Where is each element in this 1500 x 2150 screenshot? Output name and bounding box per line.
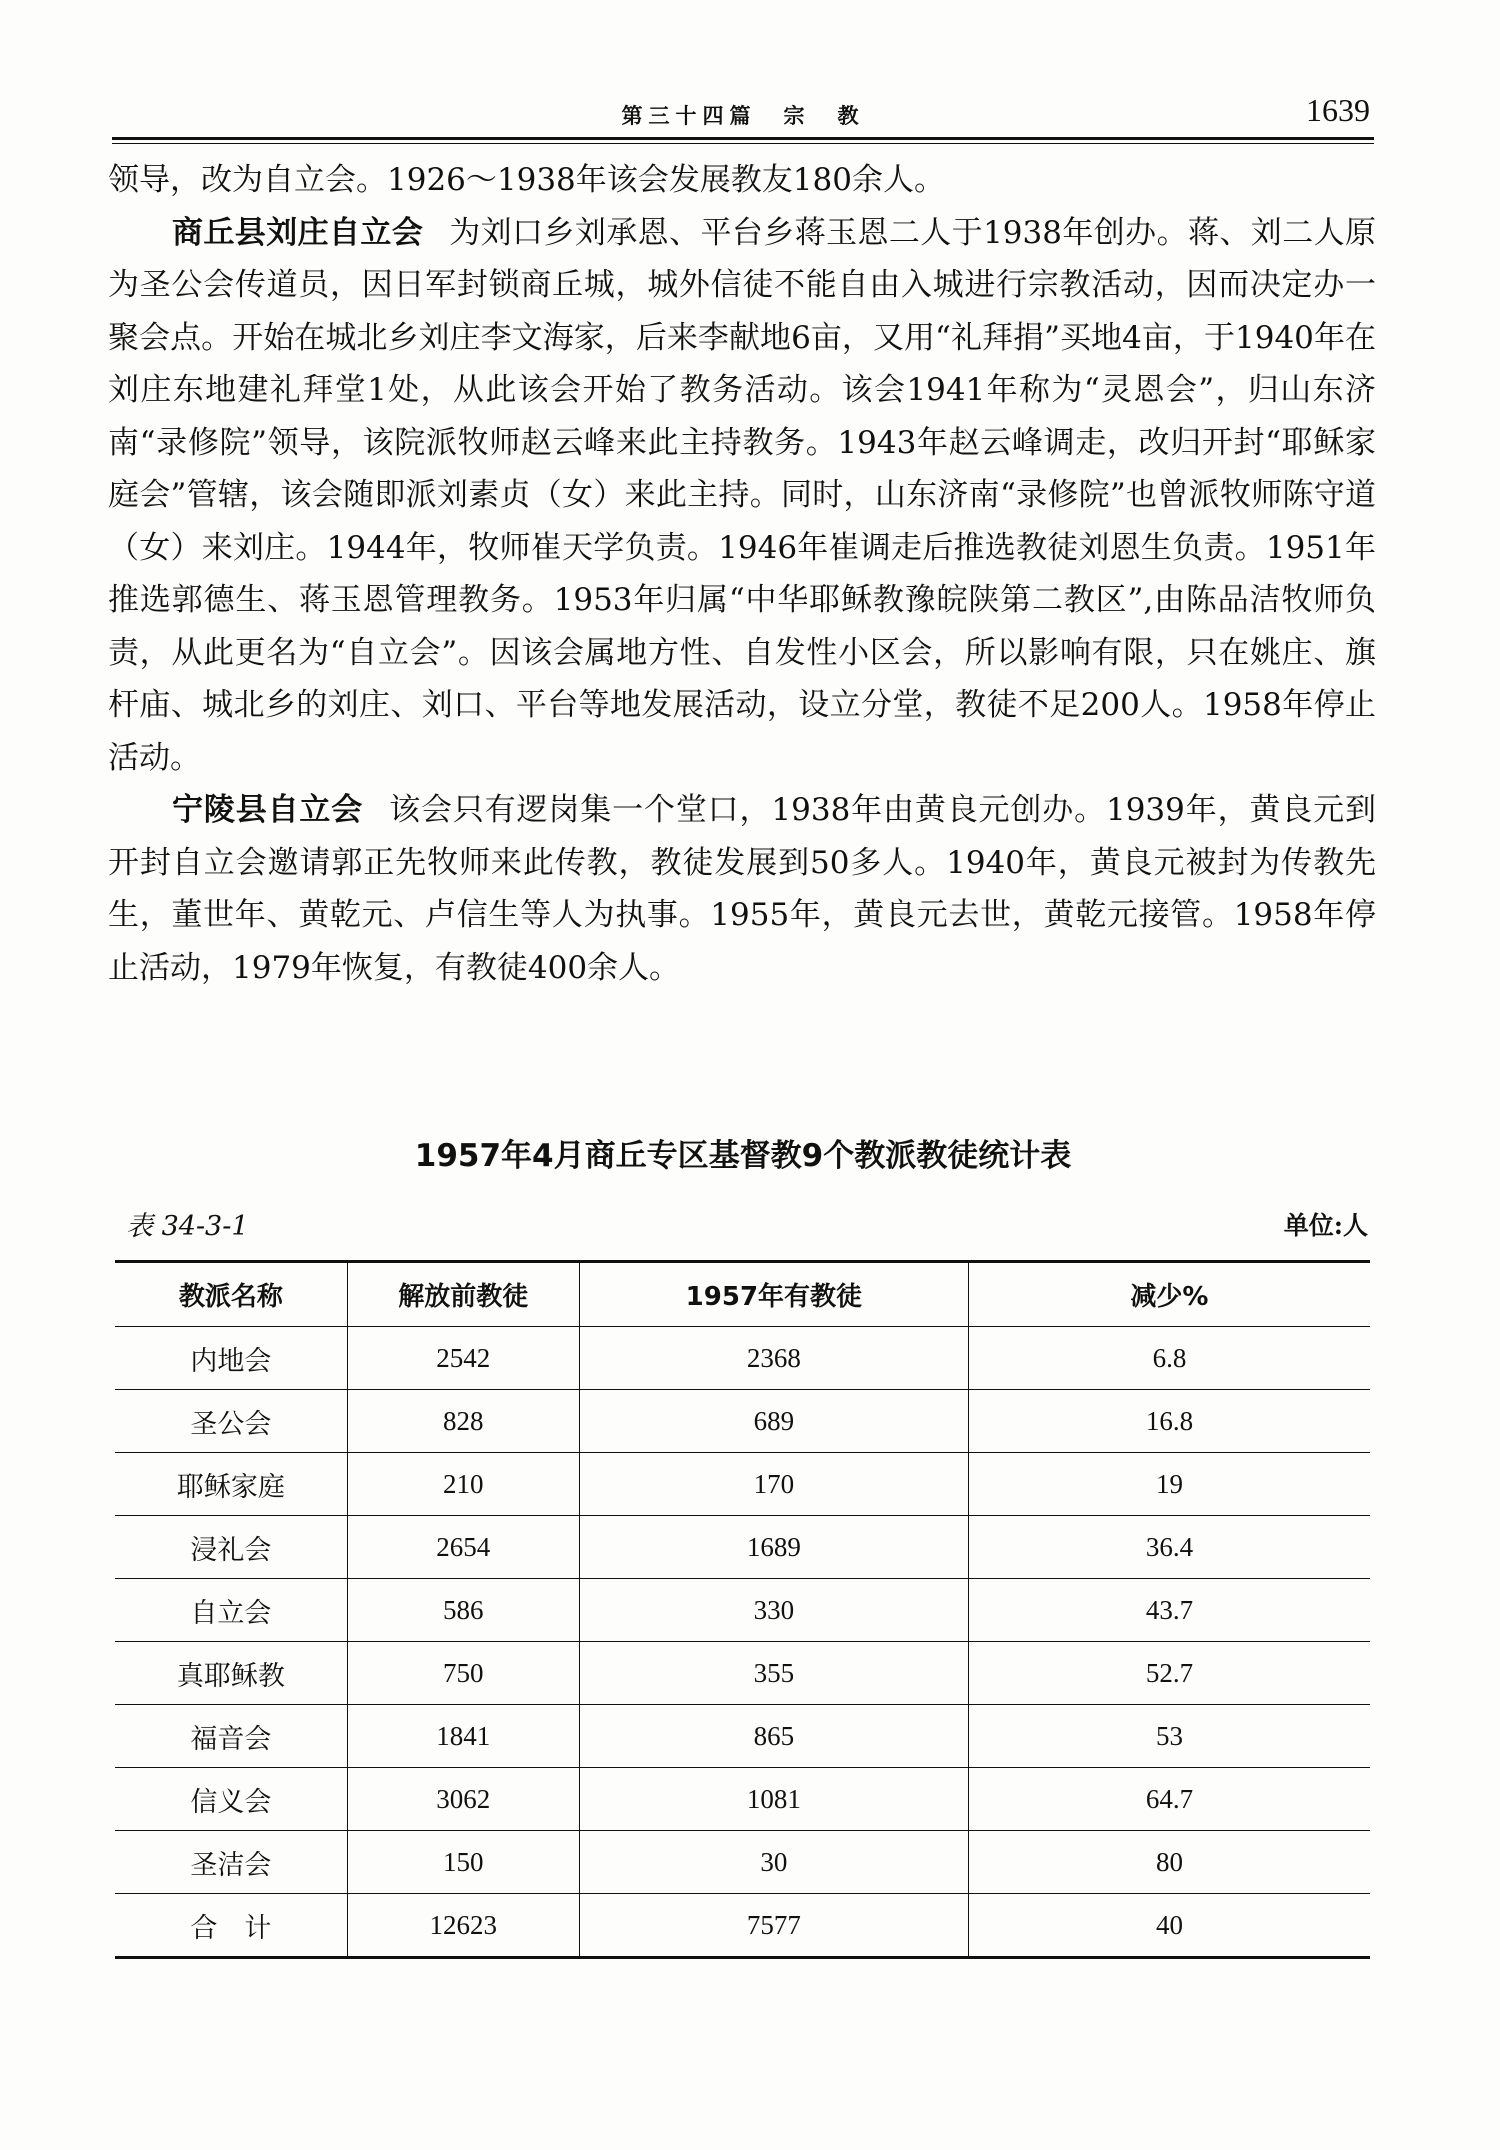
- table-row: [115, 1894, 1370, 1958]
- table-row: [115, 1705, 1370, 1768]
- value-cell: 40: [968, 1894, 1370, 1958]
- statistics-table: [115, 1260, 1370, 1959]
- header-rule-thick: [112, 137, 1374, 140]
- denomination-name-cell: 圣公会: [115, 1390, 347, 1453]
- value-cell: 2654: [347, 1516, 579, 1579]
- table-row: [115, 1642, 1370, 1705]
- column-header: 减少%: [968, 1262, 1370, 1327]
- value-cell: 1689: [579, 1516, 968, 1579]
- table-row: [115, 1327, 1370, 1390]
- value-cell: 750: [347, 1642, 579, 1705]
- denomination-name-cell: 福音会: [115, 1705, 347, 1768]
- value-cell: 64.7: [968, 1768, 1370, 1831]
- value-cell: 1081: [579, 1768, 968, 1831]
- value-cell: 865: [579, 1705, 968, 1768]
- value-cell: 80: [968, 1831, 1370, 1894]
- paragraph-shangqiu-liuzhuang: [108, 207, 1376, 785]
- value-cell: 19: [968, 1453, 1370, 1516]
- value-cell: 2542: [347, 1327, 579, 1390]
- paragraph-heading: 商丘县刘庄自立会: [172, 214, 424, 251]
- header-rule-thin: [112, 143, 1374, 144]
- body-text: [108, 154, 1376, 994]
- table-number: 表 34-3-1: [126, 1211, 249, 1242]
- denomination-name-cell: 浸礼会: [115, 1516, 347, 1579]
- value-cell: 12623: [347, 1894, 579, 1958]
- table-row: [115, 1453, 1370, 1516]
- paragraph-heading: 宁陵县自立会: [172, 792, 364, 828]
- value-cell: 689: [579, 1390, 968, 1453]
- denomination-name-cell: 内地会: [115, 1327, 347, 1390]
- table-row: [115, 1516, 1370, 1579]
- page-number: 1639: [1306, 92, 1370, 128]
- paragraph-continuation: [108, 154, 1376, 207]
- denomination-name-cell: 真耶稣教: [115, 1642, 347, 1705]
- value-cell: 170: [579, 1453, 968, 1516]
- column-header: 教派名称: [115, 1262, 347, 1327]
- table-row: [115, 1831, 1370, 1894]
- value-cell: 210: [347, 1453, 579, 1516]
- column-header: 解放前教徒: [347, 1262, 579, 1327]
- value-cell: 828: [347, 1390, 579, 1453]
- column-header: 1957年有教徒: [579, 1262, 968, 1327]
- value-cell: 16.8: [968, 1390, 1370, 1453]
- value-cell: 36.4: [968, 1516, 1370, 1579]
- value-cell: 586: [347, 1579, 579, 1642]
- value-cell: 3062: [347, 1768, 579, 1831]
- table-unit: 单位:人: [1283, 1211, 1368, 1240]
- paragraph-text: 领导，改为自立会。1926～1938年该会发展教友180余人。: [108, 162, 945, 198]
- paragraph-ningling: [108, 784, 1376, 994]
- value-cell: 52.7: [968, 1642, 1370, 1705]
- denomination-name-cell: 自立会: [115, 1579, 347, 1642]
- table-title: 1957年4月商丘专区基督教9个教派教徒统计表: [414, 1138, 1072, 1174]
- chapter-title: 第三十四篇 宗 教: [621, 103, 865, 128]
- denomination-name-cell: 耶稣家庭: [115, 1453, 347, 1516]
- table-header-row: [115, 1262, 1370, 1327]
- denomination-name-cell: 信义会: [115, 1768, 347, 1831]
- value-cell: 6.8: [968, 1327, 1370, 1390]
- value-cell: 2368: [579, 1327, 968, 1390]
- value-cell: 30: [579, 1831, 968, 1894]
- value-cell: 150: [347, 1831, 579, 1894]
- paragraph-text: 为刘口乡刘承恩、平台乡蒋玉恩二人于1938年创办。蒋、刘二人原为圣公会传道员，因日军封锁商丘城，城外信徒不能自由入城进行宗教活动，因而决定办一聚会点。开始在城北乡刘庄李文海家，后来李献地6亩，又用“礼拜捐”买地4亩，于1940年在刘庄东地建礼拜堂1处，从此该会开始了教务活动。该会1941年称为“灵恩会”，归山东济南“录修院”领导，该院派牧师赵云峰来此主持教务。1943年赵云峰调走，改归开封“耶稣家庭会”管辖，该会随即派刘素贞（女）来此主持。同时，山东济南“录修院”也曾派牧师陈守道（女）来刘庄。1944年，牧师崔天学负责。1946年崔调走后推选教徒刘恩生负责。1951年推选郭德生、蒋玉恩管理教务。1953年归属“中华耶稣教豫皖陕第二教区”,由陈品洁牧师负责，从此更名为“自立会”。因该会属地方性、自发性小区会，所以影响有限，只在姚庄、旗杆庙、城北乡的刘庄、刘口、平台等地发展活动，设立分堂，教徒不足200人。1958年停止活动。: [108, 214, 1377, 776]
- value-cell: 53: [968, 1705, 1370, 1768]
- value-cell: 330: [579, 1579, 968, 1642]
- denomination-name-cell: 合 计: [115, 1894, 347, 1958]
- running-header: [112, 92, 1374, 136]
- value-cell: 43.7: [968, 1579, 1370, 1642]
- paragraph-text: 该会只有逻岗集一个堂口，1938年由黄良元创办。1939年，黄良元到开封自立会邀请郭正先牧师来此传教，教徒发展到50多人。1940年，黄良元被封为传教先生，董世年、黄乾元、卢信生等人为执事。1955年，黄良元去世，黄乾元接管。1958年停止活动，1979年恢复，有教徒400余人。: [108, 792, 1376, 986]
- table-row: [115, 1579, 1370, 1642]
- table-row: [115, 1390, 1370, 1453]
- denomination-name-cell: 圣洁会: [115, 1831, 347, 1894]
- table-row: [115, 1768, 1370, 1831]
- value-cell: 1841: [347, 1705, 579, 1768]
- value-cell: 7577: [579, 1894, 968, 1958]
- table-body: [115, 1327, 1370, 1958]
- value-cell: 355: [579, 1642, 968, 1705]
